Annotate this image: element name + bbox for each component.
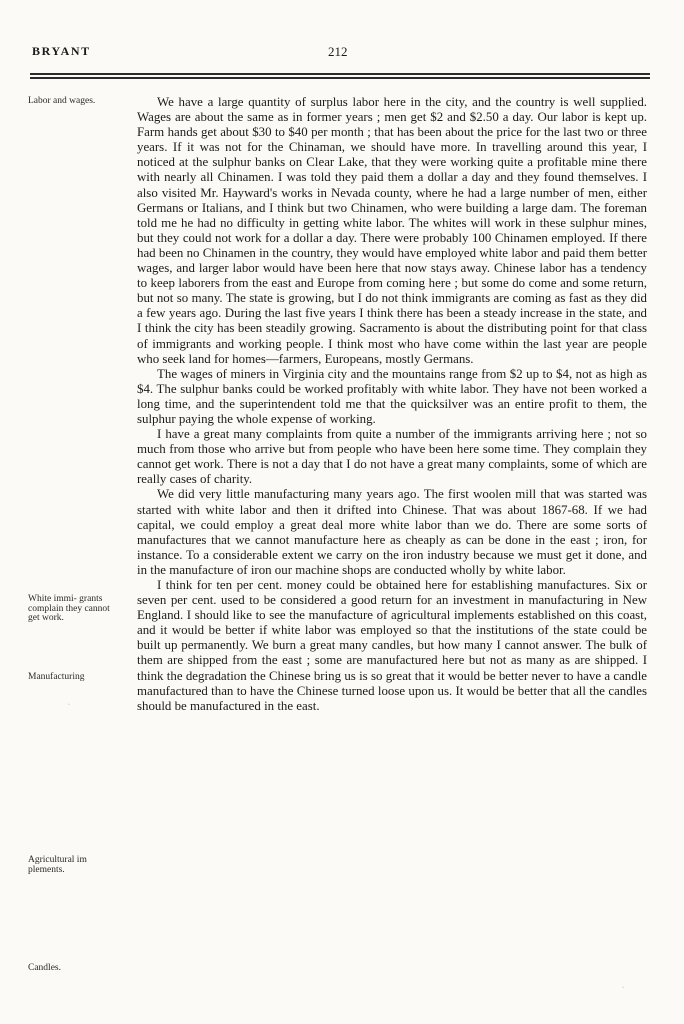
paragraph-investment-candles: I think for ten per cent. money could be obtained here for establishing manufactures. Six or seven per cent. used to be considered a good return for an investment in manufacturing in New England. I should like to see the manufacture of agricultural implements established on this coast, and it would be better if white labor was employed so that the institutions of the state could be built up permanently. We burn a great many candles, but how many I cannot answer. The bulk of them are shipped from the east ; some are manufactured here but not as many as are shipped. I think the degradation the Chinese bring us is so great that it would be better never to have a candle manufactured than to have the Chinese turned loose upon us. It would be better that all the candles should be manufactured in the east. <box>137 578 647 713</box>
paragraph-immigrant-complaints: I have a great many complaints from quite a number of the immigrants arriving here ; not so much from those who arrive but from people who have been here some time. They complain they cannot get work. There is not a day that I do not have a great many complaints, some of which are really cases of charity. <box>137 427 647 487</box>
page-header <box>32 44 648 62</box>
margin-note-manufacturing: Manufacturing <box>28 672 85 682</box>
header-rule-top <box>30 73 650 75</box>
running-head: BRYANT <box>32 44 91 58</box>
margin-note-labor-wages: Labor and wages. <box>28 96 96 106</box>
paragraph-manufacturing: We did very little manufacturing many years ago. The first woolen mill that was started was started with white labor and then it drifted into Chinese. That was about 1867-68. If we had capital, we could employ a great deal more white labor than we do. There are some sorts of manufactures that we cannot manufacture here as cheaply as can be done in the east ; iron, for instance. To a considerable extent we carry on the iron industry because we must get it done, and in the manufacture of iron our machine shops are conducted wholly by white labor. <box>137 487 647 577</box>
margin-note-candles: Candles. <box>28 963 61 973</box>
page-number: 212 <box>328 44 348 59</box>
margin-note-agricultural-implements: Agricultural im plements. <box>28 855 87 875</box>
paragraph-miners-wages: The wages of miners in Virginia city and the mountains range from $2 up to $4, not as high as $4. The sulphur banks could be worked profitably with white labor. They have not been worked a long time, and the superintendent told me that the quicksilver was an entire profit to them, the sulphur paying the whole expense of working. <box>137 366 647 426</box>
print-speck: · <box>68 702 70 708</box>
header-rule-bottom <box>30 77 650 79</box>
paragraph-labor-wages: We have a large quantity of surplus labor here in the city, and the country is well supplied. Wages are about the same as in former years ; men get $2 and $2.50 a day. Our labor is kept up. Farm hands get about $30 to $40 per month ; that has been about the price for the last two or three years. If it was not for the Chinaman, we should have more. In travelling around this year, I noticed at the sulphur banks on Clear Lake, that they were working quite a profitable mine there with nearly all Chinamen. I was told they paid them a dollar a day and they found themselves. I also visited Mr. Hayward's works in Nevada county, where he had a large number of men, either Germans or Italians, and I think but two Chinamen, who were building a large dam. The foreman told me he had no difficulty in getting white labor. The whites will work in these sulphur mines, but they could not work for a dollar a day. There were probably 100 Chinamen employed. If there had been no Chinamen in the country, they would have employed white labor and paid them better wages, and larger labor would have been here that now stays away. Chinese labor has a tendency to keep laborers from the east and Europe from coming here ; but some do come and some return, but not so many. The state is growing, but I do not think immigrants are coming as fast as they did a few years ago. During the last five years I think there has been a steady increase in the state, and I think the city has been steadily growing. Sacramento is about the distributing point for that class of immigrants and working people. I think most who have come within the last year are people who seek land for homes—farmers, Europeans, mostly Germans. <box>137 95 647 366</box>
margin-note-white-immigrants: White immi- grants complain they cannot get work. <box>28 594 110 623</box>
print-speck: · <box>622 985 624 991</box>
body-text <box>137 95 647 714</box>
